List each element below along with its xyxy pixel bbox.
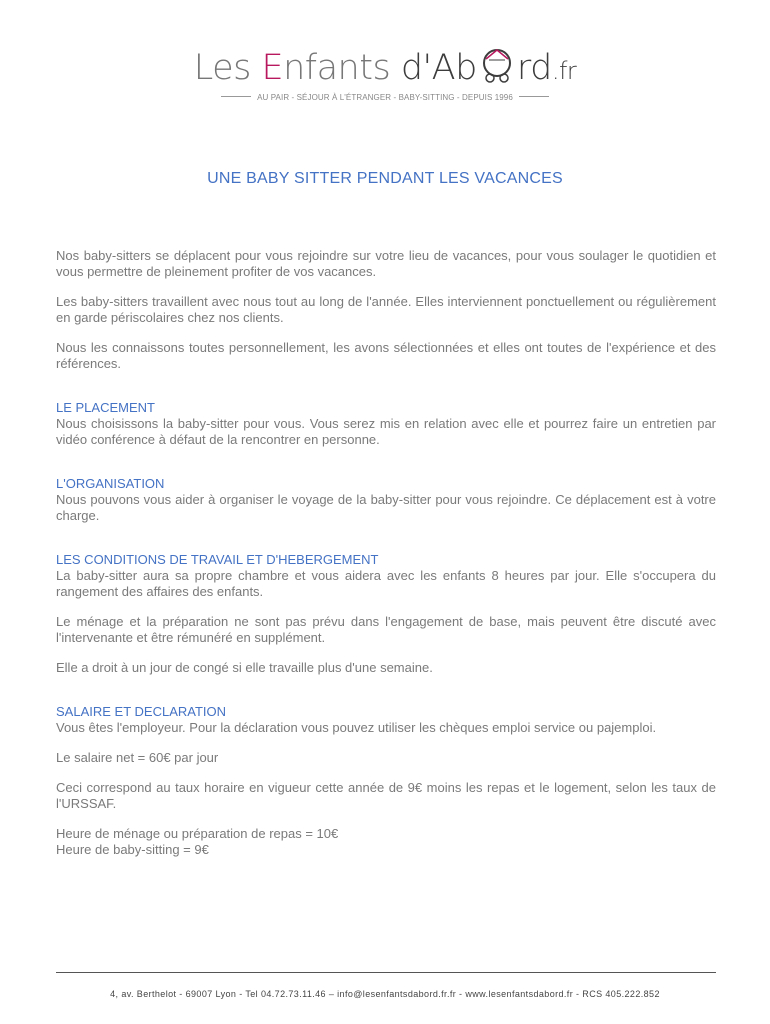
page-title: UNE BABY SITTER PENDANT LES VACANCES (207, 170, 563, 187)
logo-text-e: E (261, 48, 284, 88)
intro-paragraph: Nos baby-sitters se déplacent pour vous rejoindre sur votre lieu de vacances, pour vous soulager le quotidien et vous permettre de pleinement profiter de vos vacances. (56, 248, 716, 279)
section-paragraph: Nous pouvons vous aider à organiser le voyage de la baby-sitter pour vous rejoindre. Ce déplacement est à votre charge. (56, 492, 716, 523)
section-paragraph: Le salaire net = 60€ par jour (56, 750, 219, 765)
footer-divider (56, 972, 716, 973)
section-conditions (56, 552, 716, 676)
section-salaire (56, 704, 716, 858)
brand-logo (0, 44, 770, 95)
tagline-text: AU PAIR - SÉJOUR À L'ÉTRANGER - BABY-SITTING - DEPUIS 1996 (257, 93, 513, 102)
logo-text-les: Les (193, 48, 262, 88)
section-paragraph: La baby-sitter aura sa propre chambre et vous aidera avec les enfants 8 heures par jour. Elle s'occupera du rangement des affaires des enfants. (56, 568, 716, 599)
section-organisation (56, 476, 716, 524)
section-paragraph: Elle a droit à un jour de congé si elle travaille plus d'une semaine. (56, 660, 433, 675)
section-placement (56, 400, 716, 448)
section-heading: SALAIRE ET DECLARATION (56, 704, 227, 719)
section-heading: LES CONDITIONS DE TRAVAIL ET D'HEBERGEMENT (56, 552, 379, 567)
section-heading: L'ORGANISATION (56, 476, 165, 491)
logo-tagline (0, 93, 770, 102)
section-paragraph: Le ménage et la préparation ne sont pas prévu dans l'engagement de base, mais peuvent être discuté avec l'intervenante et être rémunéré en supplément. (56, 614, 716, 645)
rate-line: Heure de ménage ou préparation de repas = 10€ (56, 826, 339, 841)
rates-list (56, 826, 716, 858)
tagline-rule-right (519, 96, 549, 97)
footer-contact: 4, av. Berthelot - 69007 Lyon - Tel 04.72.73.11.46 – info@lesenfantsdabord.fr.fr - www.lesenfantsdabord.fr - RCS 405.222.852 (110, 989, 660, 999)
logo-wordmark (194, 48, 577, 88)
intro-paragraph: Les baby-sitters travaillent avec nous tout au long de l'année. Elles interviennent ponctuellement ou régulièrement en garde périscolaires chez nos clients. (56, 294, 716, 325)
baby-pram-icon (477, 45, 517, 85)
logo-text-dab: d'Ab (400, 48, 477, 88)
logo-text-fr: .fr (551, 57, 577, 85)
rate-line: Heure de baby-sitting = 9€ (56, 842, 209, 857)
section-paragraph: Nous choisissons la baby-sitter pour vous. Vous serez mis en relation avec elle et pourrez faire un entretien par vidéo conférence à défaut de la rencontrer en personne. (56, 416, 716, 447)
section-paragraph: Ceci correspond au taux horaire en vigueur cette année de 9€ moins les repas et le logement, selon les taux de l'URSSAF. (56, 780, 716, 811)
logo-text-nfants: nfants (283, 48, 401, 88)
logo-text-rd: rd (516, 48, 552, 88)
section-paragraph: Vous êtes l'employeur. Pour la déclaration vous pouvez utiliser les chèques emploi service ou pajemploi. (56, 720, 657, 735)
document-body (56, 248, 716, 858)
intro-paragraph: Nous les connaissons toutes personnellement, les avons sélectionnées et elles ont toutes de l'expérience et des références. (56, 340, 716, 371)
section-heading: LE PLACEMENT (56, 400, 155, 415)
tagline-rule-left (221, 96, 251, 97)
